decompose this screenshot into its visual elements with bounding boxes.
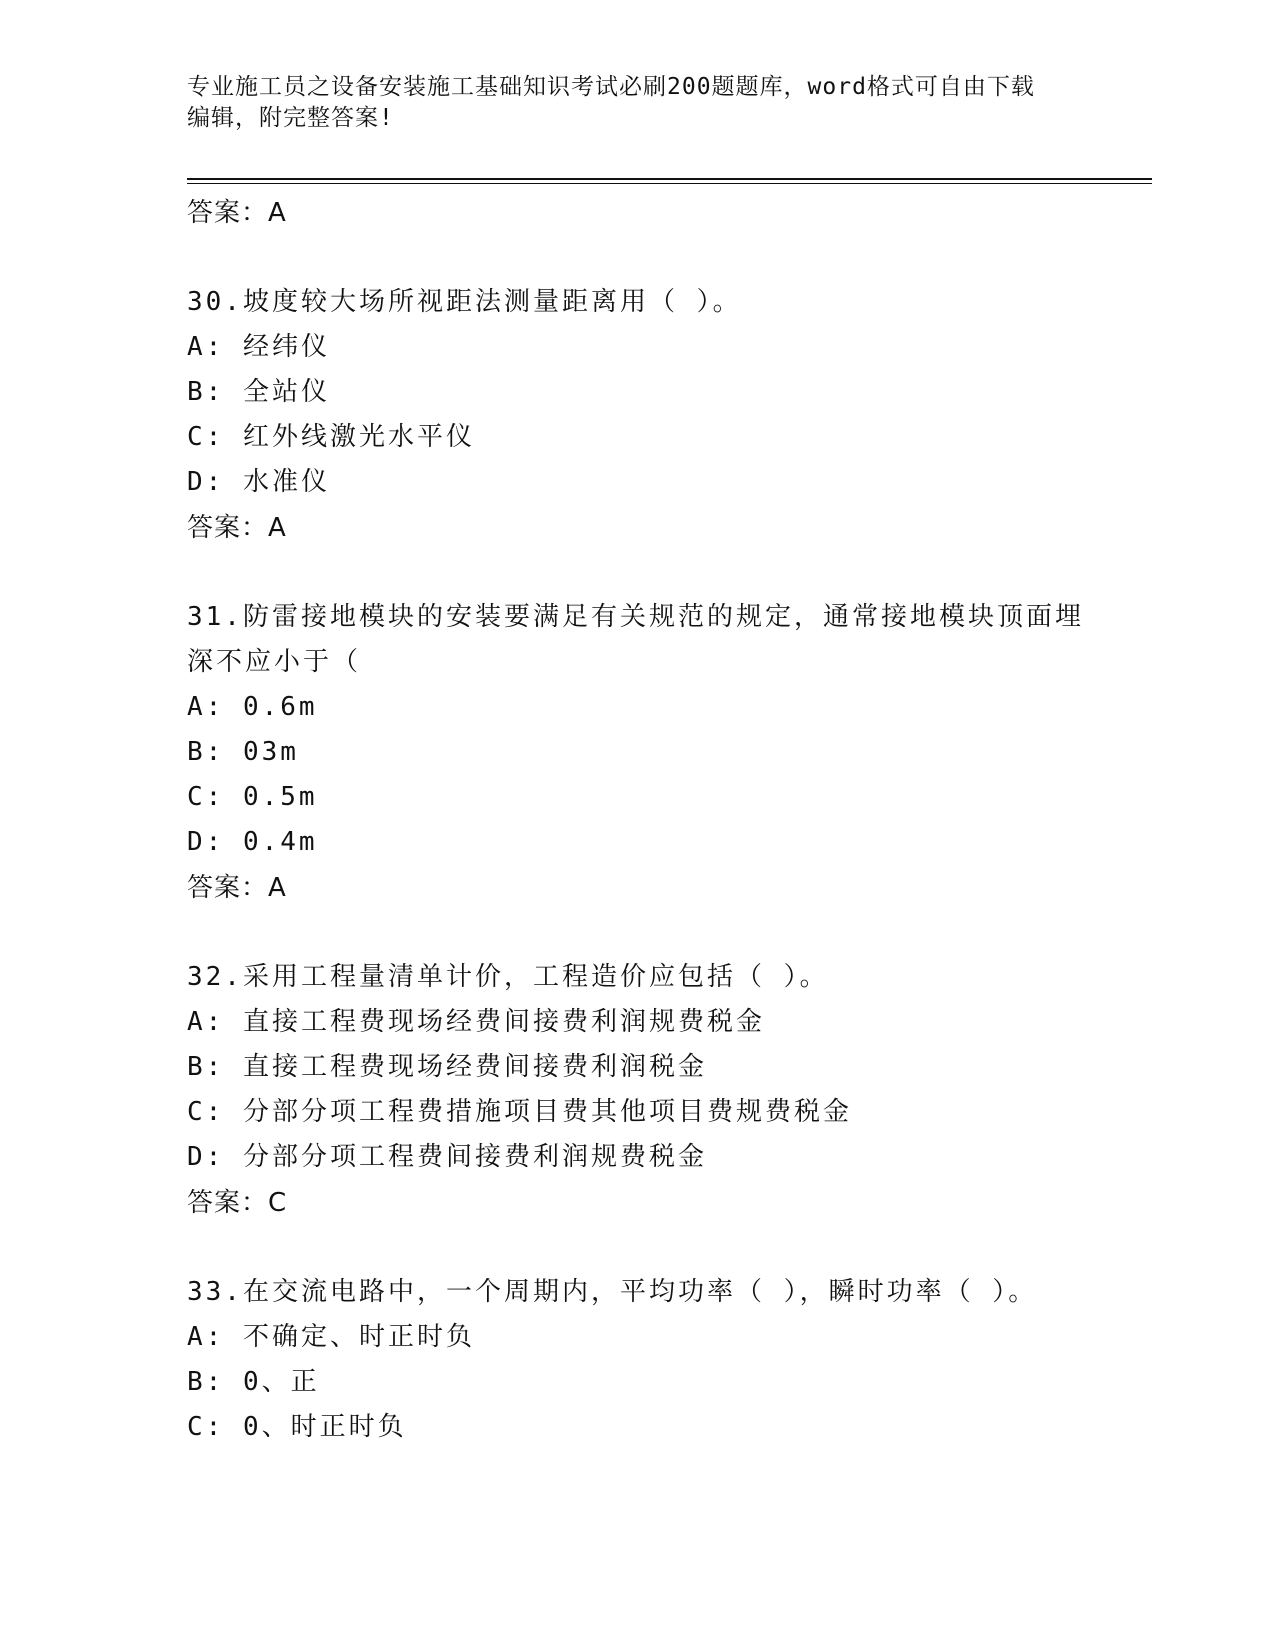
option-d: D: 0.4m (187, 827, 318, 857)
option-c: C: 0、时正时负 (187, 1412, 407, 1442)
question-stem: 31.防雷接地模块的安装要满足有关规范的规定，通常接地模块顶面埋深不应小于（ (187, 602, 1084, 677)
option-d: D: 分部分项工程费间接费利润规费税金 (187, 1142, 707, 1172)
option-c: C: 0.5m (187, 782, 318, 812)
option-a: A: 直接工程费现场经费间接费利润规费税金 (187, 1007, 765, 1037)
question-31 (187, 595, 1152, 911)
header-divider-thick (187, 178, 1152, 180)
option-c: C: 分部分项工程费措施项目费其他项目费规费税金 (187, 1097, 852, 1127)
option-b: B: 直接工程费现场经费间接费利润税金 (187, 1052, 707, 1082)
answer: 答案：A (187, 513, 287, 543)
header-line-2: 编辑，附完整答案! (187, 105, 394, 131)
question-stem: 32.采用工程量清单计价，工程造价应包括（ ）。 (187, 962, 829, 992)
answer: 答案：A (187, 873, 287, 903)
question-stem: 30.坡度较大场所视距法测量距离用（ ）。 (187, 287, 742, 317)
answer: 答案：C (187, 1188, 288, 1218)
previous-answer: 答案：A (187, 198, 287, 228)
option-a: A: 不确定、时正时负 (187, 1322, 475, 1352)
question-32 (187, 955, 1152, 1226)
option-b: B: 03m (187, 737, 299, 767)
option-b: B: 全站仪 (187, 377, 330, 407)
document-header (187, 72, 1087, 134)
question-30 (187, 280, 1152, 551)
question-33 (187, 1270, 1152, 1450)
header-divider-thin (187, 183, 1152, 184)
option-b: B: 0、正 (187, 1367, 320, 1397)
option-a: A: 0.6m (187, 692, 318, 722)
option-a: A: 经纬仪 (187, 332, 330, 362)
header-line-1: 专业施工员之设备安装施工基础知识考试必刷200题题库，word格式可自由下载 (187, 74, 1035, 100)
question-list (187, 190, 1152, 1450)
option-c: C: 红外线激光水平仪 (187, 422, 475, 452)
question-stem: 33.在交流电路中，一个周期内，平均功率（ ），瞬时功率（ ）。 (187, 1277, 1038, 1307)
option-d: D: 水准仪 (187, 467, 330, 497)
